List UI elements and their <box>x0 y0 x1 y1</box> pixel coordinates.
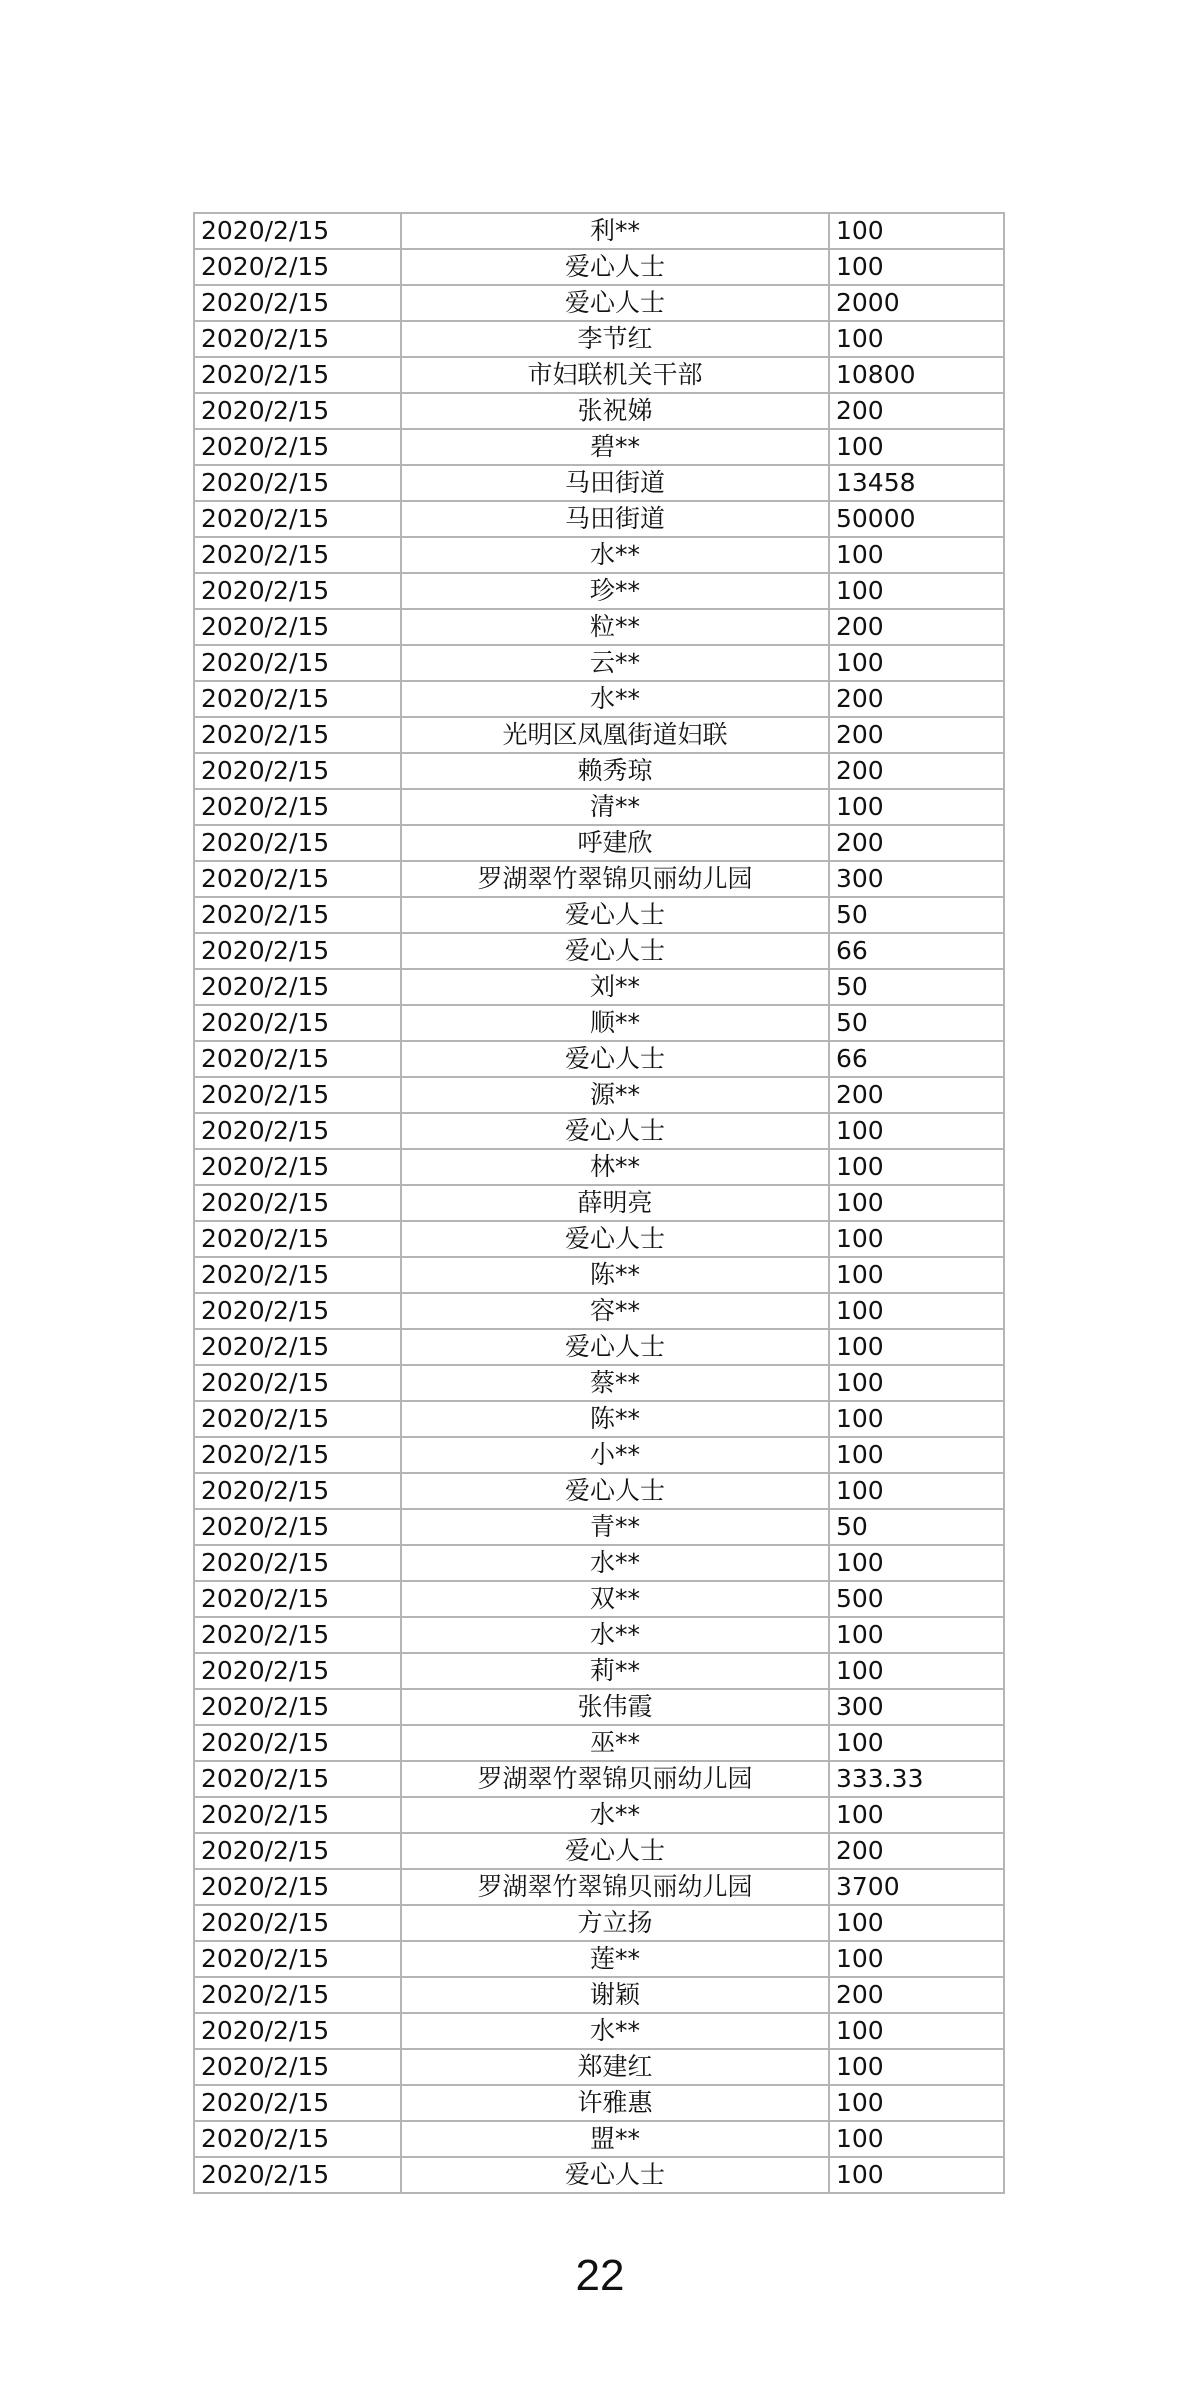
donor-name-cell: 水** <box>401 1545 829 1581</box>
amount-cell: 100 <box>829 1185 1004 1221</box>
amount-cell: 50 <box>829 969 1004 1005</box>
table-row <box>194 1293 1004 1329</box>
donor-name-cell: 爱心人士 <box>401 897 829 933</box>
amount-cell: 200 <box>829 753 1004 789</box>
page-number: 22 <box>575 2251 625 2300</box>
table-row <box>194 357 1004 393</box>
donor-name-cell: 水** <box>401 1797 829 1833</box>
table-row <box>194 789 1004 825</box>
donor-name-cell: 水** <box>401 681 829 717</box>
table-row <box>194 1941 1004 1977</box>
donor-name-cell: 李节红 <box>401 321 829 357</box>
date-cell: 2020/2/15 <box>194 1041 401 1077</box>
date-cell: 2020/2/15 <box>194 1797 401 1833</box>
amount-cell: 100 <box>829 537 1004 573</box>
table-row <box>194 1401 1004 1437</box>
donor-name-cell: 张伟霞 <box>401 1689 829 1725</box>
amount-cell: 100 <box>829 1473 1004 1509</box>
amount-cell: 100 <box>829 249 1004 285</box>
donor-name-cell: 呼建欣 <box>401 825 829 861</box>
date-cell: 2020/2/15 <box>194 1509 401 1545</box>
amount-cell: 200 <box>829 681 1004 717</box>
table-row <box>194 1257 1004 1293</box>
date-cell: 2020/2/15 <box>194 213 401 249</box>
amount-cell: 333.33 <box>829 1761 1004 1797</box>
donor-name-cell: 陈** <box>401 1257 829 1293</box>
table-row <box>194 1905 1004 1941</box>
date-cell: 2020/2/15 <box>194 933 401 969</box>
donor-name-cell: 张祝娣 <box>401 393 829 429</box>
table-row <box>194 285 1004 321</box>
table-row <box>194 1473 1004 1509</box>
amount-cell: 200 <box>829 609 1004 645</box>
amount-cell: 100 <box>829 1653 1004 1689</box>
amount-cell: 100 <box>829 429 1004 465</box>
date-cell: 2020/2/15 <box>194 1977 401 2013</box>
donor-name-cell: 郑建红 <box>401 2049 829 2085</box>
amount-cell: 100 <box>829 1437 1004 1473</box>
date-cell: 2020/2/15 <box>194 1293 401 1329</box>
donor-name-cell: 爱心人士 <box>401 1329 829 1365</box>
donor-name-cell: 爱心人士 <box>401 285 829 321</box>
donation-table-container <box>193 212 1003 2194</box>
donor-name-cell: 青** <box>401 1509 829 1545</box>
donor-name-cell: 许雅惠 <box>401 2085 829 2121</box>
table-row <box>194 1185 1004 1221</box>
date-cell: 2020/2/15 <box>194 2085 401 2121</box>
amount-cell: 100 <box>829 573 1004 609</box>
donor-name-cell: 爱心人士 <box>401 1113 829 1149</box>
donor-name-cell: 莉** <box>401 1653 829 1689</box>
date-cell: 2020/2/15 <box>194 753 401 789</box>
date-cell: 2020/2/15 <box>194 717 401 753</box>
date-cell: 2020/2/15 <box>194 1941 401 1977</box>
amount-cell: 100 <box>829 1725 1004 1761</box>
amount-cell: 300 <box>829 1689 1004 1725</box>
donor-name-cell: 水** <box>401 537 829 573</box>
amount-cell: 200 <box>829 1977 1004 2013</box>
date-cell: 2020/2/15 <box>194 537 401 573</box>
table-row <box>194 753 1004 789</box>
table-row <box>194 1653 1004 1689</box>
donation-table <box>193 212 1005 2194</box>
table-row <box>194 1365 1004 1401</box>
donor-name-cell: 容** <box>401 1293 829 1329</box>
donor-name-cell: 市妇联机关干部 <box>401 357 829 393</box>
table-row <box>194 1725 1004 1761</box>
table-row <box>194 2157 1004 2193</box>
amount-cell: 100 <box>829 1257 1004 1293</box>
table-row <box>194 321 1004 357</box>
table-row <box>194 393 1004 429</box>
date-cell: 2020/2/15 <box>194 1005 401 1041</box>
date-cell: 2020/2/15 <box>194 357 401 393</box>
donor-name-cell: 赖秀琼 <box>401 753 829 789</box>
donor-name-cell: 巫** <box>401 1725 829 1761</box>
donor-name-cell: 爱心人士 <box>401 1833 829 1869</box>
date-cell: 2020/2/15 <box>194 1113 401 1149</box>
table-row <box>194 1617 1004 1653</box>
date-cell: 2020/2/15 <box>194 573 401 609</box>
donor-name-cell: 源** <box>401 1077 829 1113</box>
table-row <box>194 213 1004 249</box>
date-cell: 2020/2/15 <box>194 897 401 933</box>
table-row <box>194 645 1004 681</box>
amount-cell: 100 <box>829 1905 1004 1941</box>
donor-name-cell: 陈** <box>401 1401 829 1437</box>
donor-name-cell: 马田街道 <box>401 465 829 501</box>
date-cell: 2020/2/15 <box>194 1149 401 1185</box>
table-row <box>194 1869 1004 1905</box>
date-cell: 2020/2/15 <box>194 1257 401 1293</box>
donor-name-cell: 蔡** <box>401 1365 829 1401</box>
table-row <box>194 969 1004 1005</box>
table-row <box>194 1797 1004 1833</box>
amount-cell: 50 <box>829 1509 1004 1545</box>
donor-name-cell: 罗湖翠竹翠锦贝丽幼儿园 <box>401 861 829 897</box>
date-cell: 2020/2/15 <box>194 1473 401 1509</box>
date-cell: 2020/2/15 <box>194 1329 401 1365</box>
date-cell: 2020/2/15 <box>194 285 401 321</box>
donor-name-cell: 爱心人士 <box>401 933 829 969</box>
date-cell: 2020/2/15 <box>194 1689 401 1725</box>
amount-cell: 100 <box>829 1941 1004 1977</box>
donor-name-cell: 谢颖 <box>401 1977 829 2013</box>
date-cell: 2020/2/15 <box>194 1077 401 1113</box>
table-row <box>194 1077 1004 1113</box>
amount-cell: 200 <box>829 1077 1004 1113</box>
date-cell: 2020/2/15 <box>194 1761 401 1797</box>
amount-cell: 200 <box>829 717 1004 753</box>
amount-cell: 100 <box>829 1617 1004 1653</box>
donor-name-cell: 莲** <box>401 1941 829 1977</box>
table-row <box>194 1833 1004 1869</box>
table-row <box>194 2049 1004 2085</box>
amount-cell: 200 <box>829 825 1004 861</box>
table-row <box>194 681 1004 717</box>
donor-name-cell: 粒** <box>401 609 829 645</box>
donor-name-cell: 顺** <box>401 1005 829 1041</box>
amount-cell: 13458 <box>829 465 1004 501</box>
amount-cell: 100 <box>829 2121 1004 2157</box>
donor-name-cell: 林** <box>401 1149 829 1185</box>
donation-table-body <box>194 213 1004 2193</box>
amount-cell: 10800 <box>829 357 1004 393</box>
date-cell: 2020/2/15 <box>194 789 401 825</box>
date-cell: 2020/2/15 <box>194 1365 401 1401</box>
donor-name-cell: 方立扬 <box>401 1905 829 1941</box>
table-row <box>194 897 1004 933</box>
amount-cell: 100 <box>829 2013 1004 2049</box>
amount-cell: 100 <box>829 1149 1004 1185</box>
donor-name-cell: 碧** <box>401 429 829 465</box>
amount-cell: 100 <box>829 1365 1004 1401</box>
amount-cell: 100 <box>829 2049 1004 2085</box>
date-cell: 2020/2/15 <box>194 645 401 681</box>
donor-name-cell: 罗湖翠竹翠锦贝丽幼儿园 <box>401 1761 829 1797</box>
date-cell: 2020/2/15 <box>194 1653 401 1689</box>
table-row <box>194 717 1004 753</box>
amount-cell: 100 <box>829 1545 1004 1581</box>
date-cell: 2020/2/15 <box>194 1401 401 1437</box>
date-cell: 2020/2/15 <box>194 465 401 501</box>
date-cell: 2020/2/15 <box>194 861 401 897</box>
donor-name-cell: 水** <box>401 1617 829 1653</box>
amount-cell: 66 <box>829 1041 1004 1077</box>
amount-cell: 50 <box>829 1005 1004 1041</box>
donor-name-cell: 光明区凤凰街道妇联 <box>401 717 829 753</box>
donor-name-cell: 盟** <box>401 2121 829 2157</box>
amount-cell: 100 <box>829 2085 1004 2121</box>
donor-name-cell: 爱心人士 <box>401 249 829 285</box>
date-cell: 2020/2/15 <box>194 2013 401 2049</box>
date-cell: 2020/2/15 <box>194 1221 401 1257</box>
date-cell: 2020/2/15 <box>194 1869 401 1905</box>
donor-name-cell: 爱心人士 <box>401 1221 829 1257</box>
table-row <box>194 1005 1004 1041</box>
date-cell: 2020/2/15 <box>194 1617 401 1653</box>
amount-cell: 100 <box>829 1293 1004 1329</box>
date-cell: 2020/2/15 <box>194 501 401 537</box>
amount-cell: 100 <box>829 1797 1004 1833</box>
amount-cell: 2000 <box>829 285 1004 321</box>
table-row <box>194 1761 1004 1797</box>
table-row <box>194 501 1004 537</box>
donor-name-cell: 小** <box>401 1437 829 1473</box>
donor-name-cell: 爱心人士 <box>401 2157 829 2193</box>
date-cell: 2020/2/15 <box>194 1725 401 1761</box>
date-cell: 2020/2/15 <box>194 1581 401 1617</box>
amount-cell: 100 <box>829 645 1004 681</box>
donor-name-cell: 珍** <box>401 573 829 609</box>
date-cell: 2020/2/15 <box>194 2049 401 2085</box>
table-row <box>194 1221 1004 1257</box>
date-cell: 2020/2/15 <box>194 393 401 429</box>
amount-cell: 66 <box>829 933 1004 969</box>
amount-cell: 100 <box>829 213 1004 249</box>
table-row <box>194 2121 1004 2157</box>
date-cell: 2020/2/15 <box>194 681 401 717</box>
donor-name-cell: 云** <box>401 645 829 681</box>
date-cell: 2020/2/15 <box>194 969 401 1005</box>
donor-name-cell: 薛明亮 <box>401 1185 829 1221</box>
table-row <box>194 1113 1004 1149</box>
table-row <box>194 1581 1004 1617</box>
date-cell: 2020/2/15 <box>194 249 401 285</box>
amount-cell: 100 <box>829 1113 1004 1149</box>
date-cell: 2020/2/15 <box>194 825 401 861</box>
table-row <box>194 573 1004 609</box>
amount-cell: 50 <box>829 897 1004 933</box>
amount-cell: 100 <box>829 2157 1004 2193</box>
table-row <box>194 1149 1004 1185</box>
table-row <box>194 249 1004 285</box>
donor-name-cell: 爱心人士 <box>401 1041 829 1077</box>
table-row <box>194 1329 1004 1365</box>
table-row <box>194 2013 1004 2049</box>
donor-name-cell: 爱心人士 <box>401 1473 829 1509</box>
date-cell: 2020/2/15 <box>194 429 401 465</box>
amount-cell: 200 <box>829 1833 1004 1869</box>
date-cell: 2020/2/15 <box>194 1185 401 1221</box>
table-row <box>194 609 1004 645</box>
table-row <box>194 1689 1004 1725</box>
table-row <box>194 1977 1004 2013</box>
donor-name-cell: 双** <box>401 1581 829 1617</box>
amount-cell: 100 <box>829 321 1004 357</box>
table-row <box>194 825 1004 861</box>
donor-name-cell: 马田街道 <box>401 501 829 537</box>
table-row <box>194 1041 1004 1077</box>
table-row <box>194 537 1004 573</box>
amount-cell: 100 <box>829 1329 1004 1365</box>
table-row <box>194 1437 1004 1473</box>
date-cell: 2020/2/15 <box>194 1437 401 1473</box>
date-cell: 2020/2/15 <box>194 1545 401 1581</box>
date-cell: 2020/2/15 <box>194 1905 401 1941</box>
amount-cell: 3700 <box>829 1869 1004 1905</box>
amount-cell: 100 <box>829 1221 1004 1257</box>
amount-cell: 300 <box>829 861 1004 897</box>
table-row <box>194 861 1004 897</box>
donor-name-cell: 清** <box>401 789 829 825</box>
amount-cell: 100 <box>829 789 1004 825</box>
date-cell: 2020/2/15 <box>194 2121 401 2157</box>
donor-name-cell: 水** <box>401 2013 829 2049</box>
amount-cell: 200 <box>829 393 1004 429</box>
amount-cell: 500 <box>829 1581 1004 1617</box>
donor-name-cell: 利** <box>401 213 829 249</box>
donor-name-cell: 刘** <box>401 969 829 1005</box>
amount-cell: 50000 <box>829 501 1004 537</box>
date-cell: 2020/2/15 <box>194 1833 401 1869</box>
table-row <box>194 465 1004 501</box>
date-cell: 2020/2/15 <box>194 321 401 357</box>
table-row <box>194 2085 1004 2121</box>
table-row <box>194 1509 1004 1545</box>
date-cell: 2020/2/15 <box>194 609 401 645</box>
table-row <box>194 933 1004 969</box>
table-row <box>194 1545 1004 1581</box>
date-cell: 2020/2/15 <box>194 2157 401 2193</box>
table-row <box>194 429 1004 465</box>
amount-cell: 100 <box>829 1401 1004 1437</box>
donor-name-cell: 罗湖翠竹翠锦贝丽幼儿园 <box>401 1869 829 1905</box>
